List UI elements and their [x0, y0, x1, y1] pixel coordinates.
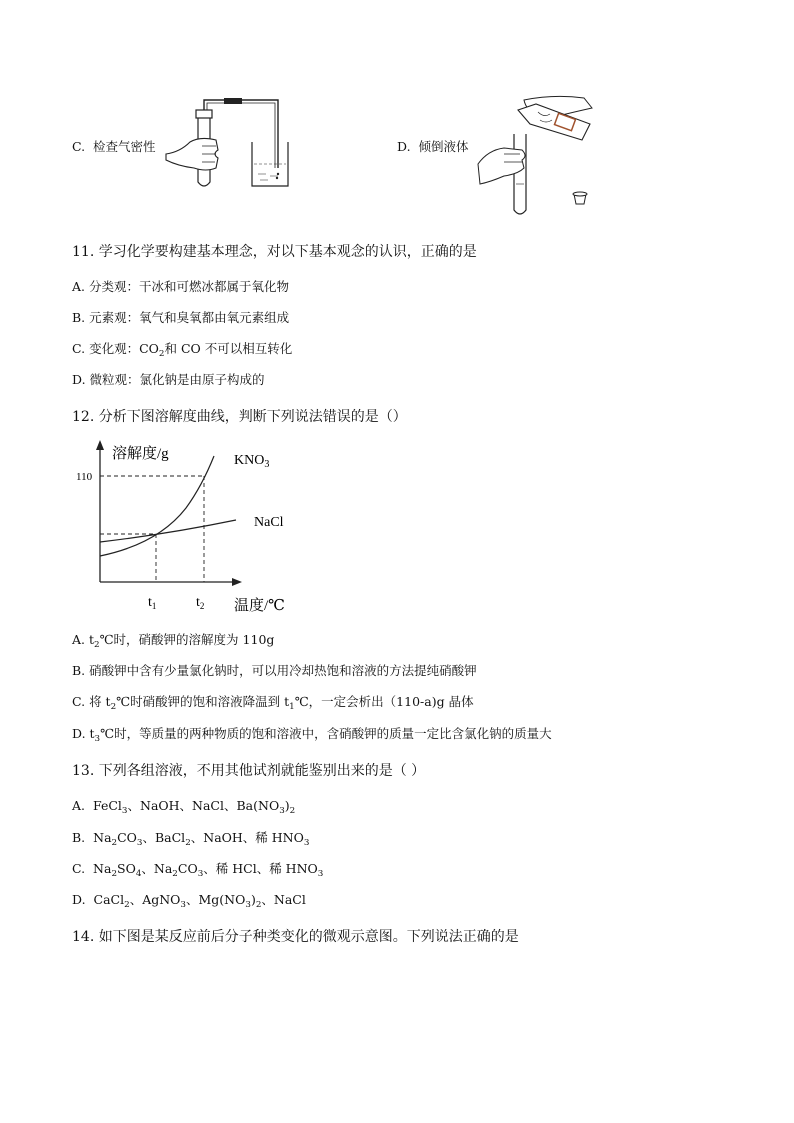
q14-stem: 14. 如下图是某反应前后分子种类变化的微观示意图。下列说法正确的是 [72, 929, 519, 945]
y-tick-110: 110 [76, 471, 93, 483]
q11-option-a: A. 分类观：干冰和可燃冰都属于氧化物 [72, 279, 289, 294]
pour-liquid-figure [474, 94, 614, 219]
airtightness-check-figure [160, 96, 300, 196]
x-axis-label: 温度/℃ [234, 598, 285, 614]
q11-option-d: D. 微粒观：氯化钠是由原子构成的 [72, 372, 265, 387]
series-label-nacl: NaCl [254, 515, 284, 530]
q12-option-b: B. 硝酸钾中含有少量氯化钠时，可以用冷却热饱和溶液的方法提纯硝酸钾 [72, 663, 477, 678]
q12-option-d: D. $t_3℃$时，等质量的两种物质的饱和溶液中，含硝酸钾的质量一定比含氯化钠的质量大 [72, 726, 552, 744]
q11-option-b: B. 元素观：氧气和臭氧都由氧元素组成 [72, 310, 290, 325]
y-axis-label: 溶解度/g [112, 446, 169, 462]
q13-option-d: D. CaCl$_2$、AgNO$_3$、$Mg(NO_3)_2$、NaCl [72, 892, 306, 910]
q11-option-c: C. 变化观：$CO_2$和 CO 不可以相互转化 [72, 341, 293, 359]
q13-stem: 13. 下列各组溶液，不用其他试剂就能鉴别出来的是（ ） [72, 763, 426, 779]
q13-option-c: C. $Na_2SO_4$、$Na_2CO_3$、稀 HCl、稀 $HNO_3$ [72, 861, 324, 879]
x-tick-t2: $t_2$ [196, 595, 205, 611]
series-kno3-line [100, 456, 214, 556]
q13-option-a: A. FeCl$_3$、NaOH、NaCl、$Ba(NO_3)_2$ [72, 798, 296, 816]
x-tick-t1: $t_1$ [148, 595, 157, 611]
q12-stem: 12. 分析下图溶解度曲线，判断下列说法错误的是（） [72, 409, 407, 425]
q10-option-d: D. 倾倒液体 [397, 139, 469, 154]
solubility-chart [68, 436, 308, 616]
q13-option-b: B. $Na_2CO_3$、BaCl$_2$、NaOH、稀 $HNO_3$ [72, 830, 310, 848]
series-nacl-line [100, 520, 236, 542]
series-label-kno3: $KNO_3$ [234, 453, 270, 470]
q10-option-c: C. 检查气密性 [72, 139, 156, 154]
q11-stem: 11. 学习化学要构建基本理念，对以下基本观念的认识，正确的是 [72, 244, 477, 260]
q12-option-c: C. 将 $t_2℃$时硝酸钾的饱和溶液降温到 $t_1℃$，一定会析出（110-a)g 晶体 [72, 694, 474, 712]
q12-option-a: A. $t_2℃$时，硝酸钾的溶解度为 110g [72, 632, 275, 650]
